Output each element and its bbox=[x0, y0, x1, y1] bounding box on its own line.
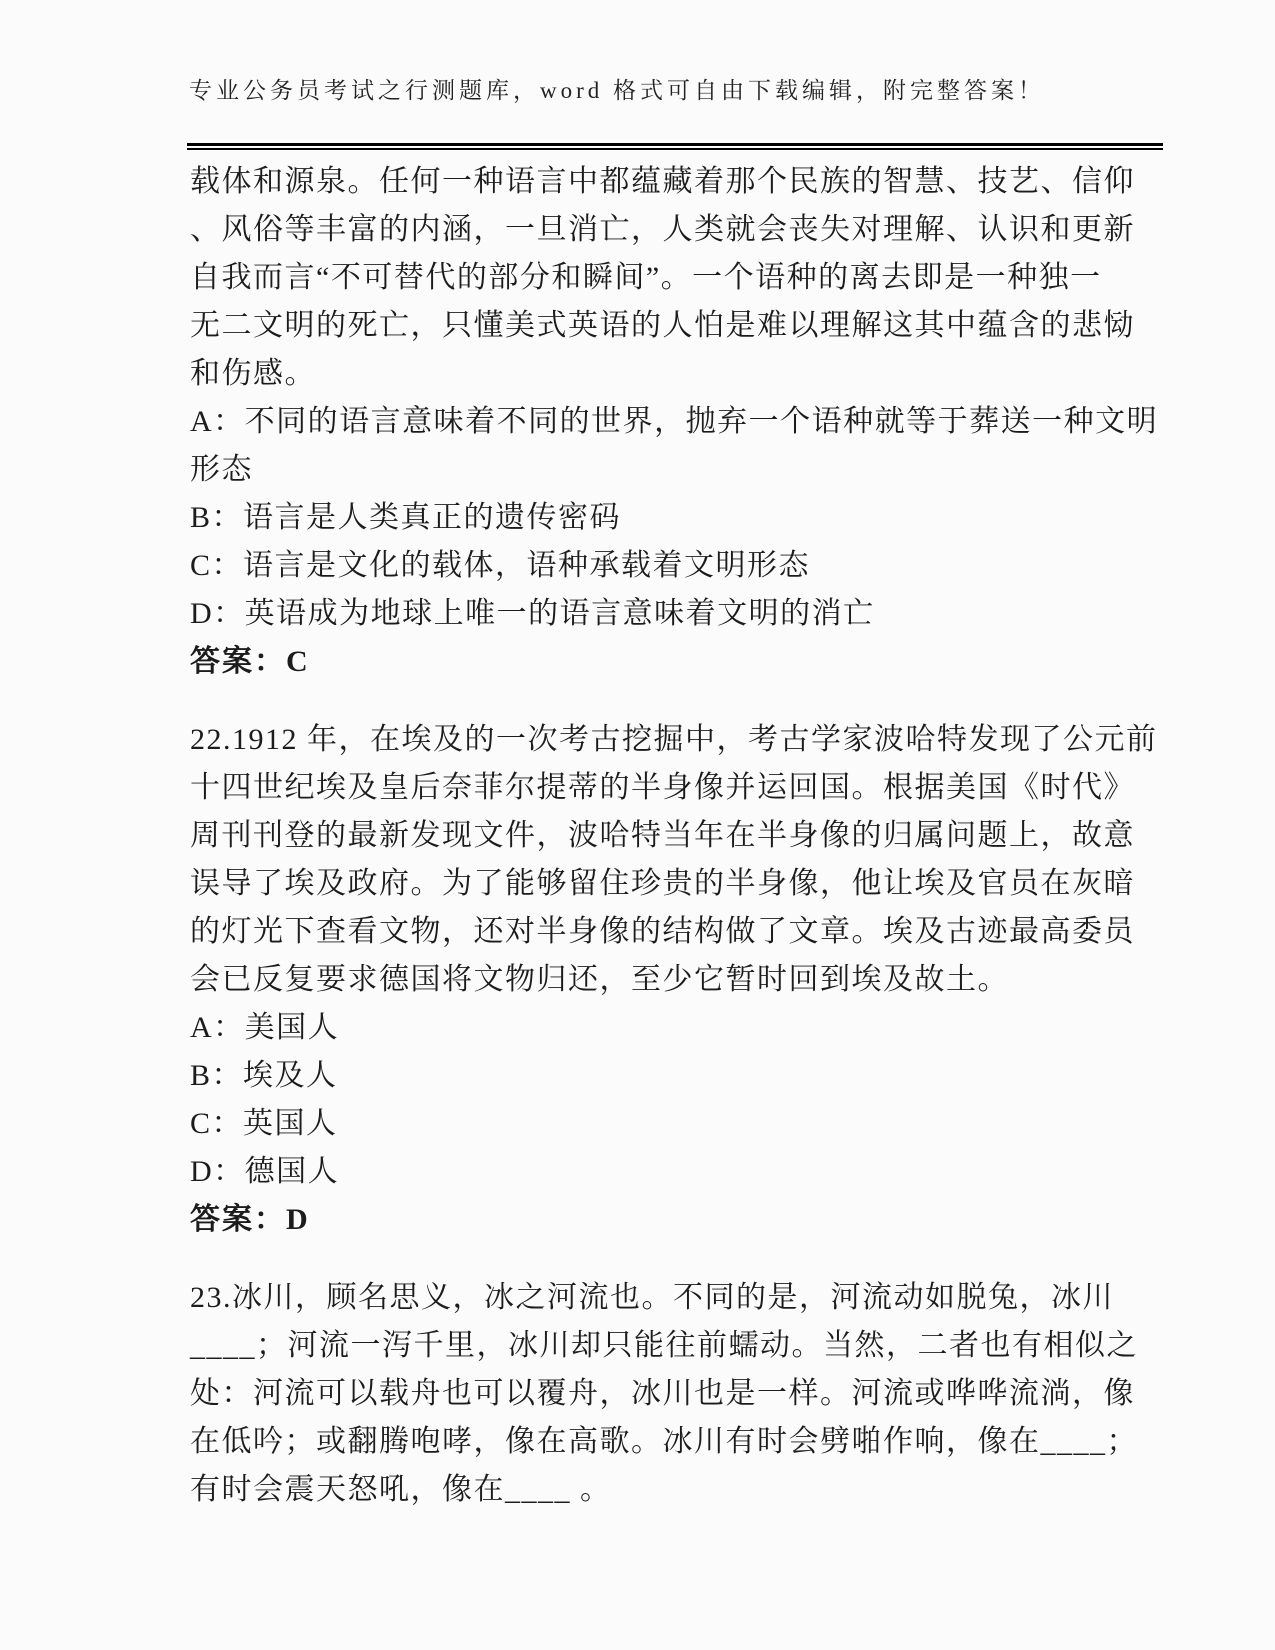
q21-option-a-wrap: 形态 bbox=[190, 453, 253, 486]
q21-option-c: C：语言是文化的载体，语种承载着文明形态 bbox=[190, 549, 811, 582]
q22-passage-line: 22.1912 年，在埃及的一次考古挖掘中，考古学家波哈特发现了公元前 bbox=[190, 723, 1158, 756]
q21-passage-line: 、风俗等丰富的内涵，一旦消亡，人类就会丧失对理解、认识和更新 bbox=[190, 213, 1135, 246]
q22-option-d: D：德国人 bbox=[190, 1155, 340, 1188]
q22-answer: 答案：D bbox=[190, 1203, 310, 1236]
document-body bbox=[190, 158, 1190, 1514]
q22-passage-line: 周刊刊登的最新发现文件，波哈特当年在半身像的归属问题上，故意 bbox=[190, 819, 1135, 852]
q21-option-d: D：英语成为地球上唯一的语言意味着文明的消亡 bbox=[190, 597, 875, 630]
spacer bbox=[190, 1244, 1190, 1274]
q22-passage-line: 会已反复要求德国将文物归还，至少它暂时回到埃及故土。 bbox=[190, 963, 1009, 996]
q22-passage-line: 十四世纪埃及皇后奈菲尔提蒂的半身像并运回国。根据美国《时代》 bbox=[190, 771, 1135, 804]
q23-passage-line: 处：河流可以载舟也可以覆舟，冰川也是一样。河流或哗哗流淌，像 bbox=[190, 1377, 1135, 1410]
q23-passage-line: ____；河流一泻千里，冰川却只能往前蠕动。当然，二者也有相似之 bbox=[190, 1329, 1138, 1362]
q21-answer: 答案：C bbox=[190, 645, 310, 678]
q23-passage-line: 在低吟；或翻腾咆哮，像在高歌。冰川有时会劈啪作响，像在____； bbox=[190, 1425, 1138, 1458]
divider-thick-bar bbox=[187, 143, 1163, 146]
q21-passage-line: 自我而言“不可替代的部分和瞬间”。一个语种的离去即是一种独一 bbox=[190, 261, 1102, 294]
header-divider bbox=[187, 143, 1163, 150]
q21-option-a: A：不同的语言意味着不同的世界，抛弃一个语种就等于葬送一种文明 bbox=[190, 405, 1159, 438]
q21-passage-line: 载体和源泉。任何一种语言中都蕴藏着那个民族的智慧、技艺、信仰 bbox=[190, 165, 1135, 198]
q23-passage-line: 23.冰川，顾名思义，冰之河流也。不同的是，河流动如脱兔，冰川 bbox=[190, 1281, 1114, 1314]
q22-passage-line: 的灯光下查看文物，还对半身像的结构做了文章。埃及古迹最高委员 bbox=[190, 915, 1135, 948]
q22-option-c: C：英国人 bbox=[190, 1107, 338, 1140]
spacer bbox=[190, 686, 1190, 716]
q21-passage-line: 和伤感。 bbox=[190, 357, 316, 390]
divider-thin-bar bbox=[187, 148, 1163, 150]
q21-passage-line: 无二文明的死亡，只懂美式英语的人怕是难以理解这其中蕴含的悲恸 bbox=[190, 309, 1135, 342]
q21-option-b: B：语言是人类真正的遗传密码 bbox=[190, 501, 622, 534]
header-title: 专业公务员考试之行测题库，word 格式可自由下载编辑，附完整答案！ bbox=[189, 78, 1046, 103]
q22-option-a: A：美国人 bbox=[190, 1011, 340, 1044]
q22-passage-line: 误导了埃及政府。为了能够留住珍贵的半身像，他让埃及官员在灰暗 bbox=[190, 867, 1135, 900]
q23-passage-line: 有时会震天怒吼，像在____ 。 bbox=[190, 1473, 612, 1506]
q22-option-b: B：埃及人 bbox=[190, 1059, 338, 1092]
